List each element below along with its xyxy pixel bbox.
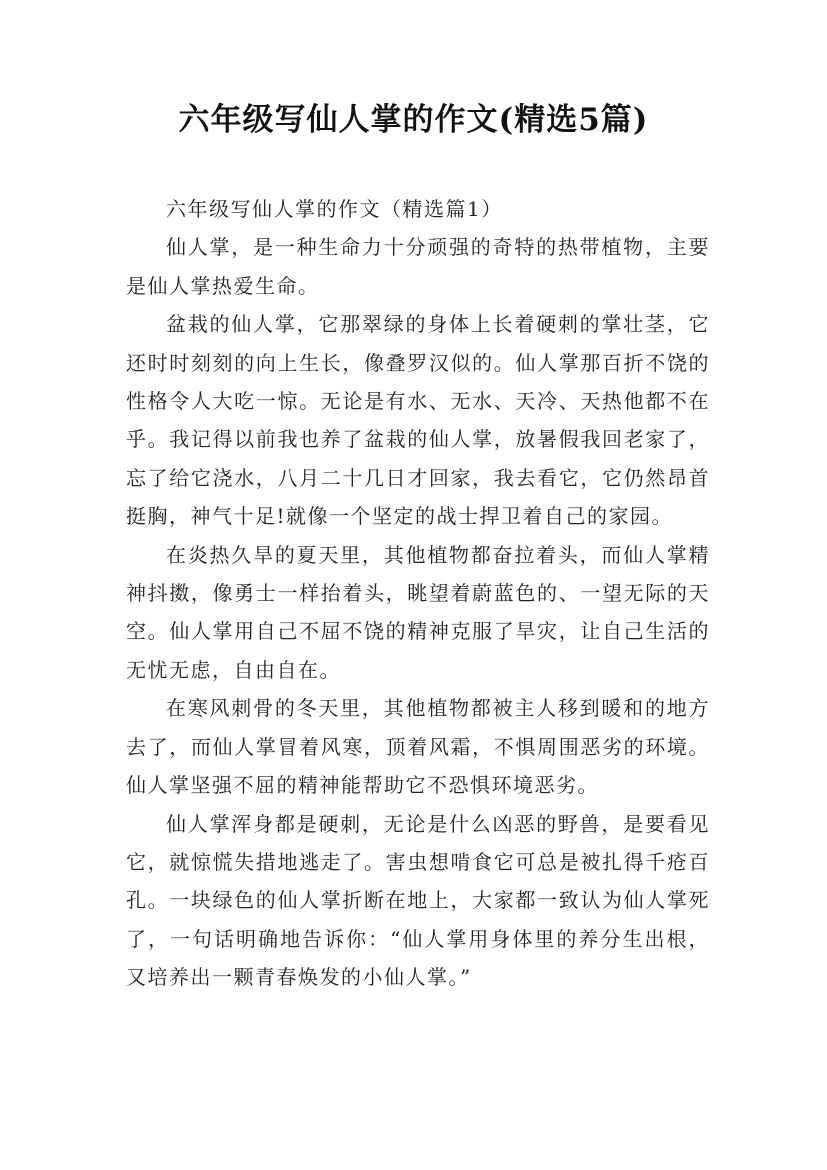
- paragraph-4: 在寒风刺骨的冬天里，其他植物都被主人移到暖和的地方去了，而仙人掌冒着风寒，顶着风霜，不惧周围恶劣的环境。仙人掌坚强不屈的精神能帮助它不恐惧环境恶劣。: [126, 696, 710, 798]
- paragraph-2: 盆栽的仙人掌，它那翠绿的身体上长着硬刺的掌壮茎，它还时时刻刻的向上生长，像叠罗汉似的。仙人掌那百折不饶的性格令人大吃一惊。无论是有水、无水、天冷、天热他都不在乎。我记得以前我也养了盆栽的仙人掌，放暑假我回老家了，忘了给它浇水，八月二十几日才回家，我去看它，它仍然昂首挺胸，神气十足!就像一个坚定的战士捍卫着自己的家园。: [126, 312, 710, 529]
- document-body: [126, 190, 710, 997]
- paragraph-5: 仙人掌浑身都是硬刺，无论是什么凶恶的野兽，是要看见它，就惊慌失措地逃走了。害虫想啃食它可总是被扎得千疮百孔。一块绿色的仙人掌折断在地上，大家都一致认为仙人掌死了，一句话明确地告诉你：“仙人掌用身体里的养分生出根，又培养出一颗青春焕发的小仙人掌。”: [126, 811, 710, 990]
- paragraph-3: 在炎热久旱的夏天里，其他植物都奋拉着头，而仙人掌精神抖擞，像勇士一样抬着头，眺望着蔚蓝色的、一望无际的天空。仙人掌用自己不屈不饶的精神克服了旱灾，让自己生活的无忧无虑，自由自在。: [126, 542, 710, 682]
- document-title: 六年级写仙人掌的作文(精选5篇): [178, 102, 649, 138]
- section-heading: 六年级写仙人掌的作文（精选篇1）: [166, 197, 503, 221]
- paragraph-1: 仙人掌，是一种生命力十分顽强的奇特的热带植物，主要是仙人掌热爱生命。: [126, 235, 710, 298]
